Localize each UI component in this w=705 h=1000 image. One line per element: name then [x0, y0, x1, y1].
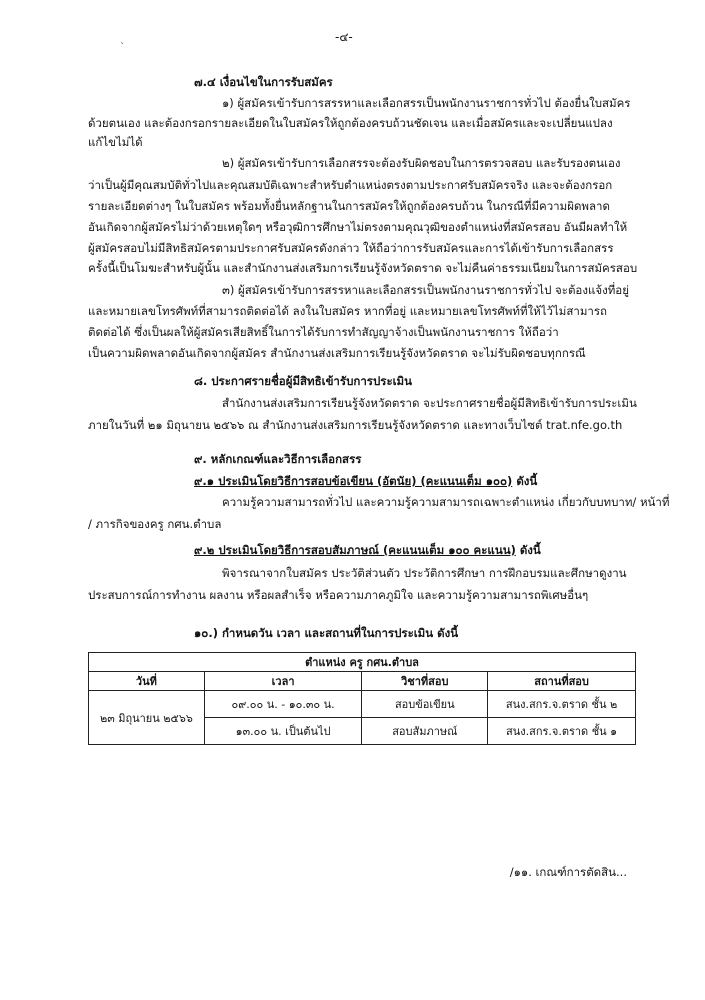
table-header-row	[89, 672, 636, 691]
section-7-item-2-line: ผู้สมัครสอบไม่มีสิทธิสมัครตามประกาศรับสมัครดังกล่าว ให้ถือว่าการรับสมัครและการได้เข้ารับการเลือกสรร	[88, 241, 614, 255]
section-9-heading: ๙. หลักเกณฑ์และวิธีการเลือกสรร	[194, 452, 362, 466]
section-7-item-2-line: ว่าเป็นผู้มีคุณสมบัติทั่วไปและคุณสมบัติเฉพาะสำหรับตำแหน่งตรงตามประกาศรับสมัครจริง และจะต้องกรอก	[88, 178, 613, 192]
column-header-subject: วิชาที่สอบ	[362, 672, 488, 691]
exam-time: ๐๙.๐๐ น. - ๑๐.๓๐ น.	[204, 691, 362, 718]
section-7-item-3-line: ๓) ผู้สมัครเข้ารับการสรรหาและเลือกสรรเป็นพนักงานราชการทั่วไป จะต้องแจ้งที่อยู่	[222, 283, 629, 297]
column-header-time: เวลา	[204, 672, 362, 691]
section-7-item-2-line: ๒) ผู้สมัครเข้ารับการเลือกสรรจะต้องรับผิดชอบในการตรวจสอบ และรับรองตนเอง	[222, 156, 621, 170]
exam-subject: สอบสัมภาษณ์	[362, 718, 488, 745]
section-7-item-1-line: ๑) ผู้สมัครเข้ารับการสรรหาและเลือกสรรเป็นพนักงานราชการทั่วไป ต้องยื่นใบสมัคร	[222, 96, 631, 110]
section-7-item-3-line: ติดต่อได้ ซึ่งเป็นผลให้ผู้สมัครเสียสิทธิ์ในการได้รับการทำสัญญาจ้างเป็นพนักงานราชการ ให้ถือว่า	[88, 325, 559, 339]
section-10-heading: ๑๐.) กำหนดวัน เวลา และสถานที่ในการประเมิน ดังนี้	[194, 626, 459, 640]
section-7-item-2-line: ครั้งนี้เป็นโมฆะสำหรับผู้นั้น และสำนักงานส่งเสริมการเรียนรู้จังหวัดตราด จะไม่คืนค่าธรรมเนียมในการสมัครสอบ	[88, 261, 638, 275]
section-9-2-line: ประสบการณ์การทำงาน ผลงาน หรือผลสำเร็จ หรือความภาคภูมิใจ และความรู้ความสามารถพิเศษอื่นๆ	[88, 588, 589, 602]
exam-subject: สอบข้อเขียน	[362, 691, 488, 718]
table-position-row	[89, 653, 636, 672]
section-8-line: ภายในวันที่ ๒๑ มิถุนายน ๒๕๖๖ ณ สำนักงานส่งเสริมการเรียนรู้จังหวัดตราด และทางเว็บไซต์ trat.nfe.go.th	[88, 418, 623, 432]
section-9-1-title-wrap	[194, 474, 537, 488]
section-9-2-title: ๙.๒ ประเมินโดยวิธีการสอบสัมภาษณ์ (คะแนนเต็ม ๑๐๐ คะแนน)	[194, 543, 516, 557]
section-7-item-3-line: เป็นความผิดพลาดอันเกิดจากผู้สมัคร สำนักงานส่งเสริมการเรียนรู้จังหวัดตราด จะไม่รับผิดชอบทุกกรณี	[88, 346, 586, 360]
section-9-2-line: พิจารณาจากใบสมัคร ประวัติส่วนตัว ประวัติการศึกษา การฝึกอบรมและศึกษาดูงาน	[222, 566, 627, 580]
section-7-item-3-line: และหมายเลขโทรศัพท์ที่สามารถติดต่อได้ ลงในใบสมัคร หากที่อยู่ และหมายเลขโทรศัพท์ที่ให้ไว้ไม่สามารถ	[88, 304, 608, 318]
exam-time: ๑๓.๐๐ น. เป็นต้นไป	[204, 718, 362, 745]
section-7-item-1-line: แก้ไขไม่ได้	[88, 135, 143, 149]
continuation-note: /๑๑. เกณฑ์การตัดสิน...	[509, 865, 627, 879]
section-8-line: สำนักงานส่งเสริมการเรียนรู้จังหวัดตราด จะประกาศรายชื่อผู้มีสิทธิเข้ารับการประเมิน	[222, 396, 637, 410]
exam-date: ๒๓ มิถุนายน ๒๕๖๖	[89, 691, 205, 745]
section-9-2-suffix: ดังนี้	[519, 543, 541, 557]
table-position-title: ตำแหน่ง ครู กศน.ตำบล	[89, 653, 636, 672]
page-number: -๔-	[335, 30, 353, 44]
section-7-item-2-line: อันเกิดจากผู้สมัครไม่ว่าด้วยเหตุใดๆ หรือวุฒิการศึกษาไม่ตรงตามคุณวุฒิของตำแหน่งที่สมัครสอบ อันมีผลทำให้	[88, 220, 628, 234]
column-header-date: วันที่	[89, 672, 205, 691]
section-9-2-title-wrap	[194, 543, 541, 557]
column-header-place: สถานที่สอบ	[488, 672, 636, 691]
section-7-item-1-line: ด้วยตนเอง และต้องกรอกรายละเอียดในใบสมัครให้ถูกต้องครบถ้วนชัดเจน และเมื่อสมัครและจะเปลี่ยนแปลง	[88, 116, 613, 130]
section-9-1-title: ๙.๑ ประเมินโดยวิธีการสอบข้อเขียน (อัตนัย) (คะแนนเต็ม ๑๐๐)	[194, 474, 513, 488]
section-8-heading: ๘. ประกาศรายชื่อผู้มีสิทธิเข้ารับการประเมิน	[194, 374, 412, 388]
section-7-heading: ๗.๔ เงื่อนไขในการรับสมัคร	[194, 75, 333, 89]
scan-mark: ˋ	[120, 42, 125, 53]
section-7-item-2-line: รายละเอียดต่างๆ ในใบสมัคร พร้อมทั้งยื่นหลักฐานในการสมัครให้ถูกต้องครบถ้วน ในกรณีที่มีความผิดพลาด	[88, 199, 610, 213]
exam-schedule-table	[88, 652, 636, 745]
exam-place: สนง.สกร.จ.ตราด ชั้น ๒	[488, 691, 636, 718]
table-row	[89, 691, 636, 718]
exam-place: สนง.สกร.จ.ตราด ชั้น ๑	[488, 718, 636, 745]
section-9-1-line: / ภารกิจของครู กศน.ตำบล	[88, 517, 222, 531]
section-9-1-line: ความรู้ความสามารถทั่วไป และความรู้ความสามารถเฉพาะตำแหน่ง เกี่ยวกับบทบาท/ หน้าที่	[222, 495, 670, 509]
section-9-1-suffix: ดังนี้	[516, 474, 538, 488]
